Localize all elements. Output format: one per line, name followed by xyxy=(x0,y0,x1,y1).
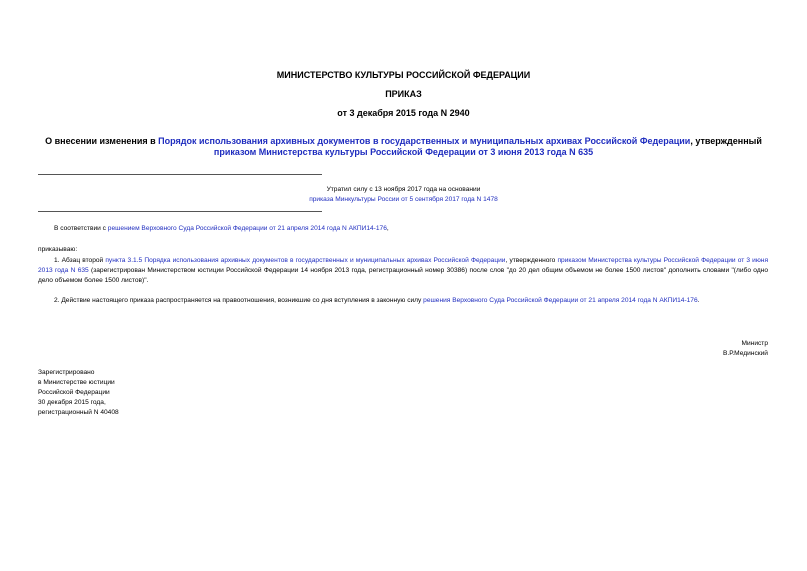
divider-bottom xyxy=(38,211,322,212)
item-2-paragraph xyxy=(38,296,768,306)
item-2-link-court-decision[interactable]: решения Верховного Суда Российской Федерации от 21 апреля 2014 года N АКПИ14-176 xyxy=(423,297,698,304)
registration-line: в Министерстве юстиции xyxy=(38,379,115,386)
title-middle: , утвержденный xyxy=(690,136,762,146)
document-title xyxy=(40,136,767,158)
item-1-suffix: (зарегистрирован Министерством юстиции Российской Федерации 14 ноября 2013 года, регистрационный номер 30386) после слов "до 20 дел общим объемом не более 1500 листов" дополнить словами "(либо одно дело объемом более 1500 листов)". xyxy=(38,267,768,284)
intro-prefix: В соответствии с xyxy=(54,225,108,232)
title-prefix: О внесении изменения в xyxy=(45,136,159,146)
registration-line: регистрационный N 40408 xyxy=(38,409,119,416)
registration-line: Зарегистрировано xyxy=(38,369,95,376)
item-1-link-clause[interactable]: пункта 3.1.5 Порядка использования архивных документов в государственных и муниципальных архивах Российской Федерации xyxy=(105,257,506,264)
signature-position: Министр xyxy=(741,340,768,347)
item-1-paragraph xyxy=(38,256,768,286)
status-note xyxy=(200,185,607,205)
title-link-order-635[interactable]: приказом Министерства культуры Российской Федерации от 3 июня 2013 года N 635 xyxy=(213,147,594,157)
intro-suffix: , xyxy=(386,225,389,232)
order-word: приказываю: xyxy=(38,246,78,253)
registration-line: 30 декабря 2015 года, xyxy=(38,399,106,406)
status-note-link[interactable]: приказа Минкультуры России от 5 сентября 2017 года N 1478 xyxy=(309,196,498,203)
ministry-heading: МИНИСТЕРСТВО КУЛЬТУРЫ РОССИЙСКОЙ ФЕДЕРАЦИИ xyxy=(276,70,531,80)
item-1-link-order[interactable]: приказом Министерства культуры Российской Федерации от 3 июня 2013 года N 635 xyxy=(38,257,769,274)
registration-block xyxy=(38,368,119,418)
item-1-prefix: 1. Абзац второй xyxy=(54,257,106,264)
intro-paragraph xyxy=(38,224,768,234)
intro-link-court-decision[interactable]: решением Верховного Суда Российской Федерации от 21 апреля 2014 года N АКПИ14-176 xyxy=(107,225,387,232)
date-number-heading: от 3 декабря 2015 года N 2940 xyxy=(337,108,470,118)
status-note-text: Утратил силу с 13 ноября 2017 года на основании xyxy=(326,186,481,193)
registration-line: Российской Федерации xyxy=(38,389,110,396)
doc-type-heading: ПРИКАЗ xyxy=(385,89,422,99)
item-2-prefix: 2. Действие настоящего приказа распространяется на правоотношения, возникшие со дня вступления в законную силу xyxy=(54,297,424,304)
divider-top xyxy=(38,174,322,175)
item-1-middle: , утвержденного xyxy=(505,257,558,264)
signature-name: В.Р.Мединский xyxy=(722,350,768,357)
title-link-procedure[interactable]: Порядок использования архивных документов в государственных и муниципальных архивах Российской Федерации xyxy=(158,136,691,146)
item-2-suffix: . xyxy=(697,297,700,304)
